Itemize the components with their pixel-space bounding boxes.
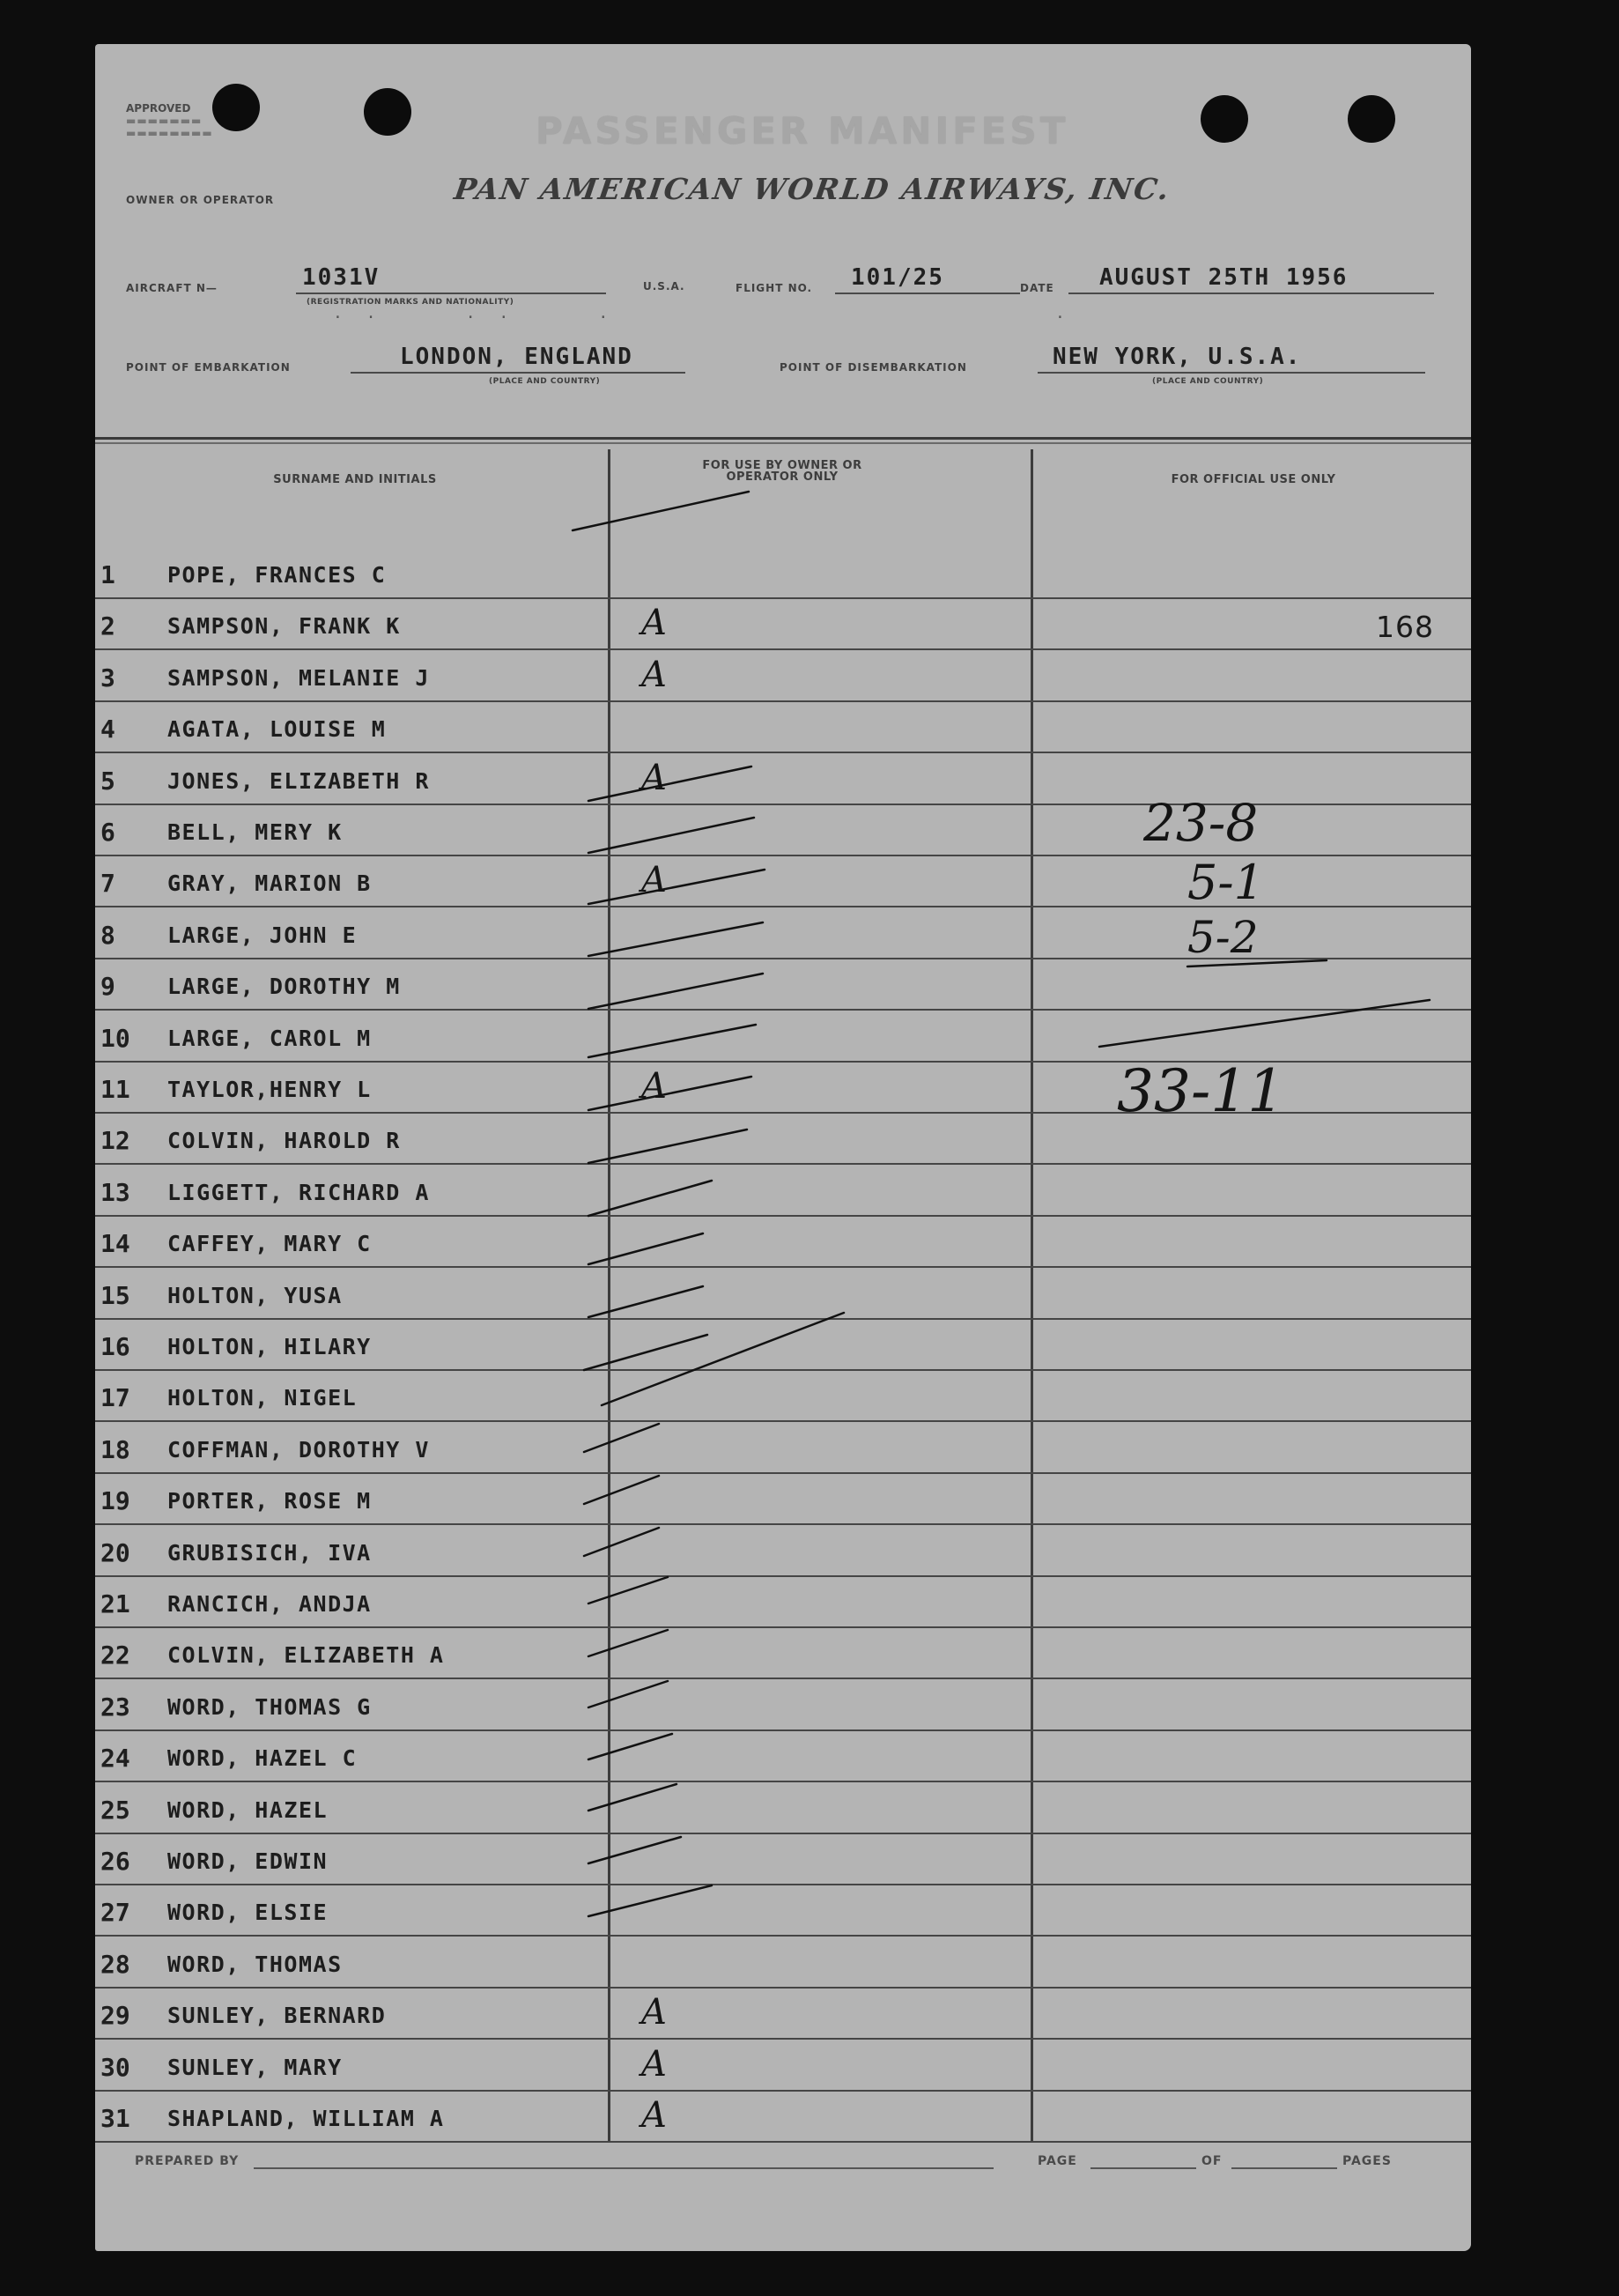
row-number: 24 [100,1744,130,1774]
tick-stroke [584,1335,707,1370]
passenger-name: TAYLOR,HENRY L [167,1077,372,1102]
owner-mark: A [641,603,667,644]
flight-value: 101/25 [851,264,944,291]
form-title: PASSENGER MANIFEST [536,109,1069,152]
row-number: 10 [100,1023,130,1053]
passenger-name: COLVIN, ELIZABETH A [167,1642,445,1669]
tick-stroke [588,1286,703,1317]
tick-stroke [584,1476,659,1504]
row-number: 25 [100,1795,130,1825]
disembarkation-label: POINT OF DISEMBARKATION [780,361,967,374]
passenger-name: LARGE, DOROTHY M [167,974,401,1000]
pages-label: PAGES [1342,2154,1392,2168]
passenger-name: HOLTON, NIGEL [167,1385,358,1411]
passenger-name: BELL, MERY K [167,819,343,845]
tick-stroke [602,1313,844,1405]
owner-mark: A [641,757,667,798]
date-value: AUGUST 25TH 1956 [1099,264,1349,291]
aircraft-value: 1031V [302,264,381,291]
owner-mark: A [641,654,667,695]
row-number: 2 [100,611,115,641]
embarkation-value: LONDON, ENGLAND [400,344,633,370]
dot-leader: · · · · · [333,308,616,327]
tick-stroke [588,1681,668,1707]
passenger-name: SAMPSON, MELANIE J [167,664,430,691]
passenger-name: CAFFEY, MARY C [167,1231,372,1257]
passenger-name: HOLTON, HILARY [167,1334,372,1359]
row-number: 30 [100,2052,130,2082]
passenger-name: SUNLEY, MARY [167,2054,343,2080]
of-line [1231,2167,1337,2169]
tick-stroke [588,870,765,904]
row-number: 20 [100,1537,130,1567]
passenger-name: JONES, ELIZABETH R [167,767,430,794]
tick-stroke [588,1885,712,1916]
row-number: 12 [100,1126,130,1156]
tick-stroke [588,1734,672,1759]
dot-leader: · [1055,308,1072,327]
row-number: 28 [100,1949,130,1979]
owner-mark: A [641,2095,667,2136]
passenger-name: COFFMAN, DOROTHY V [167,1436,430,1463]
passenger-name: AGATA, LOUISE M [167,716,387,743]
passenger-name: LARGE, JOHN E [167,922,358,948]
passenger-name: LARGE, CAROL M [167,1025,372,1051]
owner-mark: A [641,860,667,901]
row-number: 6 [100,818,115,847]
flight-label: FLIGHT NO. [736,282,813,294]
column-header-name: SURNAME AND INITIALS [273,473,437,486]
usa-label: U.S.A. [643,280,685,293]
passenger-name: SUNLEY, BERNARD [167,2003,387,2029]
tally-line-2: 5-1 [1187,855,1264,910]
row-number: 4 [100,715,115,744]
passenger-name: GRAY, MARION B [167,870,372,897]
tick-stroke [588,1077,751,1110]
tally-line-1: 23-8 [1143,793,1259,853]
page-line [1090,2167,1196,2169]
official-note: 168 [1376,610,1434,645]
owner-mark: A [641,2043,667,2085]
passenger-name: POPE, FRANCES C [167,562,387,588]
date-label: DATE [1020,282,1054,294]
embarkation-sublabel: (PLACE AND COUNTRY) [489,377,601,386]
tick-stroke [588,1233,703,1264]
row-number: 27 [100,1898,130,1928]
embarkation-label: POINT OF EMBARKATION [126,361,291,374]
page-label: PAGE [1038,2154,1077,2168]
column-header-official-use: FOR OFFICIAL USE ONLY [1171,473,1336,486]
tick-stroke [588,974,763,1009]
row-number: 22 [100,1641,130,1670]
passenger-name: SHAPLAND, WILLIAM A [167,2106,445,2131]
tick-stroke [584,1424,659,1452]
passenger-name: WORD, EDWIN [167,1848,329,1874]
of-label: OF [1201,2154,1223,2168]
operator-name: PAN AMERICAN WORLD AIRWAYS, INC. [452,172,1173,206]
tick-stroke [588,1784,676,1811]
passenger-name: WORD, HAZEL [167,1796,329,1823]
tick-stroke [588,1181,712,1216]
row-number: 26 [100,1847,130,1876]
tick-stroke [588,1025,756,1057]
row-number: 7 [100,869,115,899]
row-number: 16 [100,1332,130,1361]
passenger-name: RANCICH, ANDJA [167,1591,372,1617]
tick-stroke [588,818,754,853]
aircraft-sublabel: (REGISTRATION MARKS AND NATIONALITY) [307,298,514,307]
disembarkation-sublabel: (PLACE AND COUNTRY) [1152,377,1264,386]
tick-stroke [573,492,749,530]
checkmark-strokes [95,44,1471,2251]
row-number: 14 [100,1229,130,1259]
passenger-name: COLVIN, HAROLD R [167,1128,401,1154]
row-number: 21 [100,1589,130,1618]
aircraft-label: AIRCRAFT N— [126,282,218,294]
prepared-by-label: PREPARED BY [135,2154,240,2168]
row-number: 15 [100,1280,130,1310]
row-number: 18 [100,1434,130,1464]
prepared-by-line [254,2167,994,2169]
row-number: 9 [100,972,115,1002]
passenger-name: HOLTON, YUSA [167,1282,343,1308]
passenger-name: SAMPSON, FRANK K [167,613,401,640]
row-number: 1 [100,560,115,589]
row-number: 3 [100,663,115,693]
tick-stroke [588,922,763,956]
passenger-name: WORD, ELSIE [167,1900,329,1926]
row-number: 29 [100,2001,130,2031]
tally-total: 33-11 [1117,1057,1285,1125]
tick-stroke [588,1630,668,1656]
tick-stroke [588,1837,681,1863]
tally-sum-line [1099,1000,1430,1047]
row-number: 31 [100,2104,130,2133]
passenger-name: WORD, THOMAS G [167,1693,372,1720]
manifest-page [95,44,1471,2251]
column-header-owner-use: FOR USE BY OWNER OR OPERATOR ONLY [702,459,862,484]
passenger-name: GRUBISICH, IVA [167,1539,372,1566]
row-number: 23 [100,1692,130,1722]
row-number: 11 [100,1075,130,1104]
owner-label: OWNER OR OPERATOR [126,194,275,206]
passenger-name: WORD, HAZEL C [167,1745,358,1772]
tally-line-3: 5-2 [1187,912,1259,963]
disembarkation-value: NEW YORK, U.S.A. [1053,344,1302,370]
row-number: 19 [100,1486,130,1516]
row-number: 8 [100,920,115,950]
owner-mark: A [641,1066,667,1107]
passenger-name: WORD, THOMAS [167,1951,343,1977]
row-number: 13 [100,1177,130,1207]
row-number: 5 [100,766,115,796]
tick-stroke [588,1129,747,1163]
passenger-name: PORTER, ROSE M [167,1488,372,1515]
passenger-name: LIGGETT, RICHARD A [167,1179,430,1205]
tick-stroke [588,767,751,801]
approval-stamp: APPROVED ▬▬▬▬▬▬▬ ▬▬▬▬▬▬▬▬ [126,102,213,139]
owner-mark: A [641,1992,667,2033]
row-number: 17 [100,1383,130,1413]
tick-stroke [584,1528,659,1556]
tick-stroke [588,1577,668,1603]
